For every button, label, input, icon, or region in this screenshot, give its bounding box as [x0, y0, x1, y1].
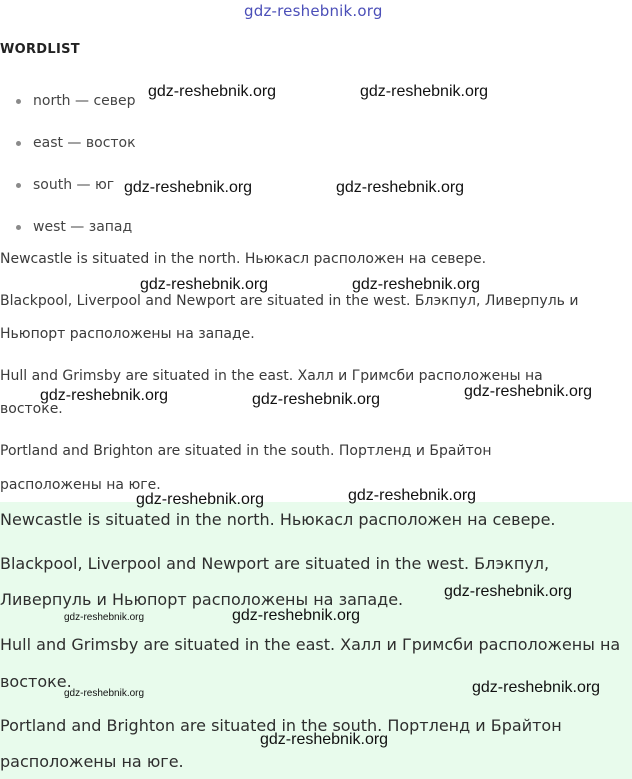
bullet-icon: [16, 99, 21, 104]
paragraph-line: востоке.: [0, 401, 63, 417]
watermark: gdz-reshebnik.org: [140, 276, 269, 293]
paragraph-line: Ньюпорт расположены на западе.: [0, 326, 255, 342]
paragraph-line: Hull and Grimsby are situated in the east. Халл и Гримсби расположены на: [0, 635, 621, 654]
bullet-icon: [16, 141, 21, 146]
bullet-icon: [16, 225, 21, 230]
watermark: gdz-reshebnik.org: [64, 688, 145, 699]
wordlist-item: south — юг: [33, 177, 115, 193]
wordlist-item: east — восток: [33, 135, 136, 151]
paragraph-line: Blackpool, Liverpool and Newport are situated in the west. Блэкпул, Ливерпуль и: [0, 293, 579, 309]
watermark: gdz-reshebnik.org: [64, 612, 145, 623]
watermark: gdz-reshebnik.org: [136, 491, 265, 508]
watermark: gdz-reshebnik.org: [232, 607, 361, 624]
wordlist-item: west — запад: [33, 219, 133, 235]
watermark: gdz-reshebnik.org: [352, 276, 481, 293]
wordlist-title: WORDLIST: [0, 42, 80, 57]
watermark: gdz-reshebnik.org: [124, 179, 253, 196]
paragraph-line: Hull and Grimsby are situated in the east. Халл и Гримсби расположены на: [0, 368, 543, 384]
paragraph-line: расположены на юге.: [0, 752, 184, 771]
bullet-icon: [16, 183, 21, 188]
watermark: gdz-reshebnik.org: [260, 731, 389, 748]
watermark: gdz-reshebnik.org: [348, 487, 477, 504]
paragraph-line: Newcastle is situated in the north. Ньюкасл расположен на севере.: [0, 510, 556, 529]
paragraph-line: Portland and Brighton are situated in the south. Портленд и Брайтон: [0, 443, 492, 459]
paragraph-line: расположены на юге.: [0, 477, 161, 493]
paragraph-line: Newcastle is situated in the north. Ньюкасл расположен на севере.: [0, 251, 487, 267]
wordlist-item: north — север: [33, 93, 136, 109]
watermark: gdz-reshebnik.org: [252, 391, 381, 408]
paragraph-line: Ливерпуль и Ньюпорт расположены на западе.: [0, 590, 404, 609]
watermark: gdz-reshebnik.org: [360, 83, 489, 100]
paragraph-line: востоке.: [0, 672, 72, 691]
header-watermark: gdz-reshebnik.org: [244, 2, 383, 20]
watermark: gdz-reshebnik.org: [336, 179, 465, 196]
watermark: gdz-reshebnik.org: [464, 383, 593, 400]
watermark: gdz-reshebnik.org: [40, 387, 169, 404]
watermark: gdz-reshebnik.org: [444, 583, 573, 600]
watermark: gdz-reshebnik.org: [148, 83, 277, 100]
paragraph-line: Portland and Brighton are situated in the south. Портленд и Брайтон: [0, 716, 562, 735]
paragraph-line: Blackpool, Liverpool and Newport are situated in the west. Блэкпул,: [0, 554, 550, 573]
watermark: gdz-reshebnik.org: [472, 679, 601, 696]
